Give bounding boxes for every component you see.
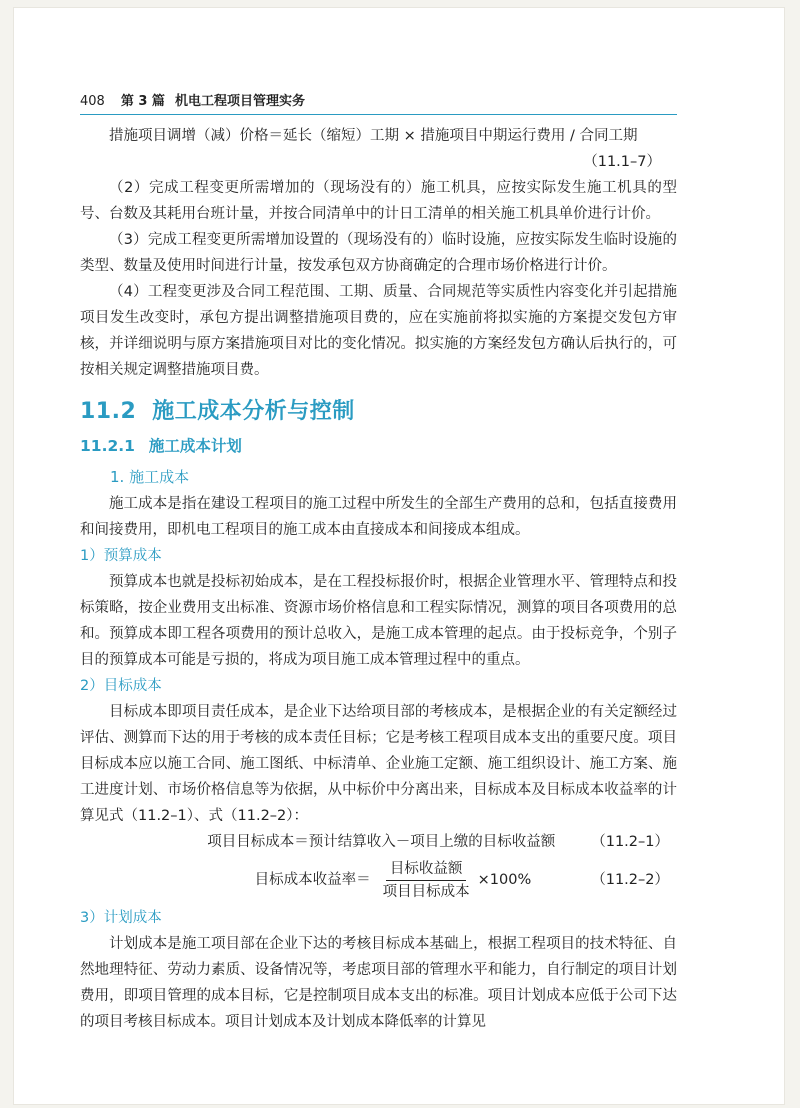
page-sheet — [14, 8, 784, 1104]
equation-11-2-2-lhs: 目标成本收益率＝ — [254, 872, 371, 888]
equation-11-2-1-text: 项目目标成本＝预计结算收入－项目上缴的目标收益额 — [207, 834, 556, 850]
equation-11-2-2 — [80, 855, 677, 905]
section-heading — [80, 395, 677, 429]
paragraph-budget-cost: 预算成本也就是投标初始成本，是在工程投标报价时，根据企业管理水平、管理特点和投标策略，按企业费用支出标准、资源市场价格信息和工程实际情况，测算的项目各项费用的总和。预算成本即工程各项费用的预计总收入，是施工成本管理的起点。由于投标竞争，个别子目的预算成本可能是亏损的，将成为项目施工成本管理过程中的重点。 — [80, 574, 677, 668]
fraction-numerator: 目标收益额 — [386, 858, 467, 881]
equation-11-2-2-times: ×100% — [477, 872, 532, 888]
paragraph-plan-cost: 计划成本是施工项目部在企业下达的考核目标成本基础上，根据工程项目的技术特征、自然地理特征、劳动力素质、设备情况等，考虑项目部的管理水平和能力，自行制定的项目计划费用，即项目管理的成本目标，它是控制项目成本支出的标准。项目计划成本应低于公司下达的项目考核目标成本。项目计划成本及计划成本降低率的计算见 — [80, 936, 677, 1030]
subsection-heading — [80, 431, 677, 461]
heading-plan-cost: 3）计划成本 — [80, 910, 162, 926]
running-header — [80, 90, 677, 115]
fraction-denominator: 项目目标成本 — [382, 883, 470, 900]
part-label: 第 3 篇 — [120, 94, 165, 109]
paragraph-item-4: （4）工程变更涉及合同工程范围、工期、质量、合同规范等实质性内容变化并引起措施项目发生改变时，承包方提出调整措施项目费的，应在实施前将拟实施的方案提交发包方审核，并详细说明与原方案措施项目对比的变化情况。拟实施的方案经发包方确认后执行的，可按相关规定调整措施项目费。 — [80, 284, 677, 378]
section-title: 施工成本分析与控制 — [152, 399, 355, 424]
formula-11-1-7-number: （11.1–7） — [583, 154, 661, 170]
paragraph-construction-cost: 施工成本是指在建设工程项目的施工过程中所发生的全部生产费用的总和，包括直接费用和间接费用，即机电工程项目的施工成本由直接成本和间接成本组成。 — [80, 496, 677, 538]
paragraph-item-2: （2）完成工程变更所需增加的（现场没有的）施工机具，应按实际发生施工机具的型号、台数及其耗用台班计量，并按合同清单中的计日工清单的相关施工机具单价进行计价。 — [80, 180, 677, 222]
heading-target-cost: 2）目标成本 — [80, 678, 162, 694]
book-title: 机电工程项目管理实务 — [174, 94, 305, 109]
equation-11-2-2-number: （11.2–2） — [591, 872, 669, 888]
page-content — [80, 90, 677, 1035]
formula-11-1-7: 措施项目调增（减）价格＝延长（缩短）工期 × 措施项目中期运行费用 / 合同工期 — [109, 128, 638, 144]
heading-budget-cost: 1）预算成本 — [80, 548, 162, 564]
subsection-title: 施工成本计划 — [148, 437, 242, 455]
equation-11-2-1-number: （11.2–1） — [591, 834, 669, 850]
paragraph-item-3: （3）完成工程变更所需增加设置的（现场没有的）临时设施，应按实际发生临时设施的类型、数量及使用时间进行计量，按发承包双方协商确定的合理市场价格进行计价。 — [80, 232, 677, 274]
heading-construction-cost: 1. 施工成本 — [110, 468, 190, 486]
paragraph-target-cost: 目标成本即项目责任成本，是企业下达给项目部的考核成本，是根据企业的有关定额经过评估、测算而下达的用于考核的成本责任目标；它是考核工程项目成本支出的重要尺度。项目目标成本应以施工合同、施工图纸、中标清单、企业施工定额、施工组织设计、施工方案、施工进度计划、市场价格信息等为依据，从中标价中分离出来，目标成本及目标成本收益率的计算见式（11.2–1）、式（11.2–2）： — [80, 704, 677, 824]
section-number: 11.2 — [80, 399, 137, 424]
page-number: 408 — [80, 94, 105, 109]
subsection-number: 11.2.1 — [80, 437, 135, 455]
equation-11-2-1 — [80, 829, 677, 855]
fraction — [379, 858, 474, 903]
